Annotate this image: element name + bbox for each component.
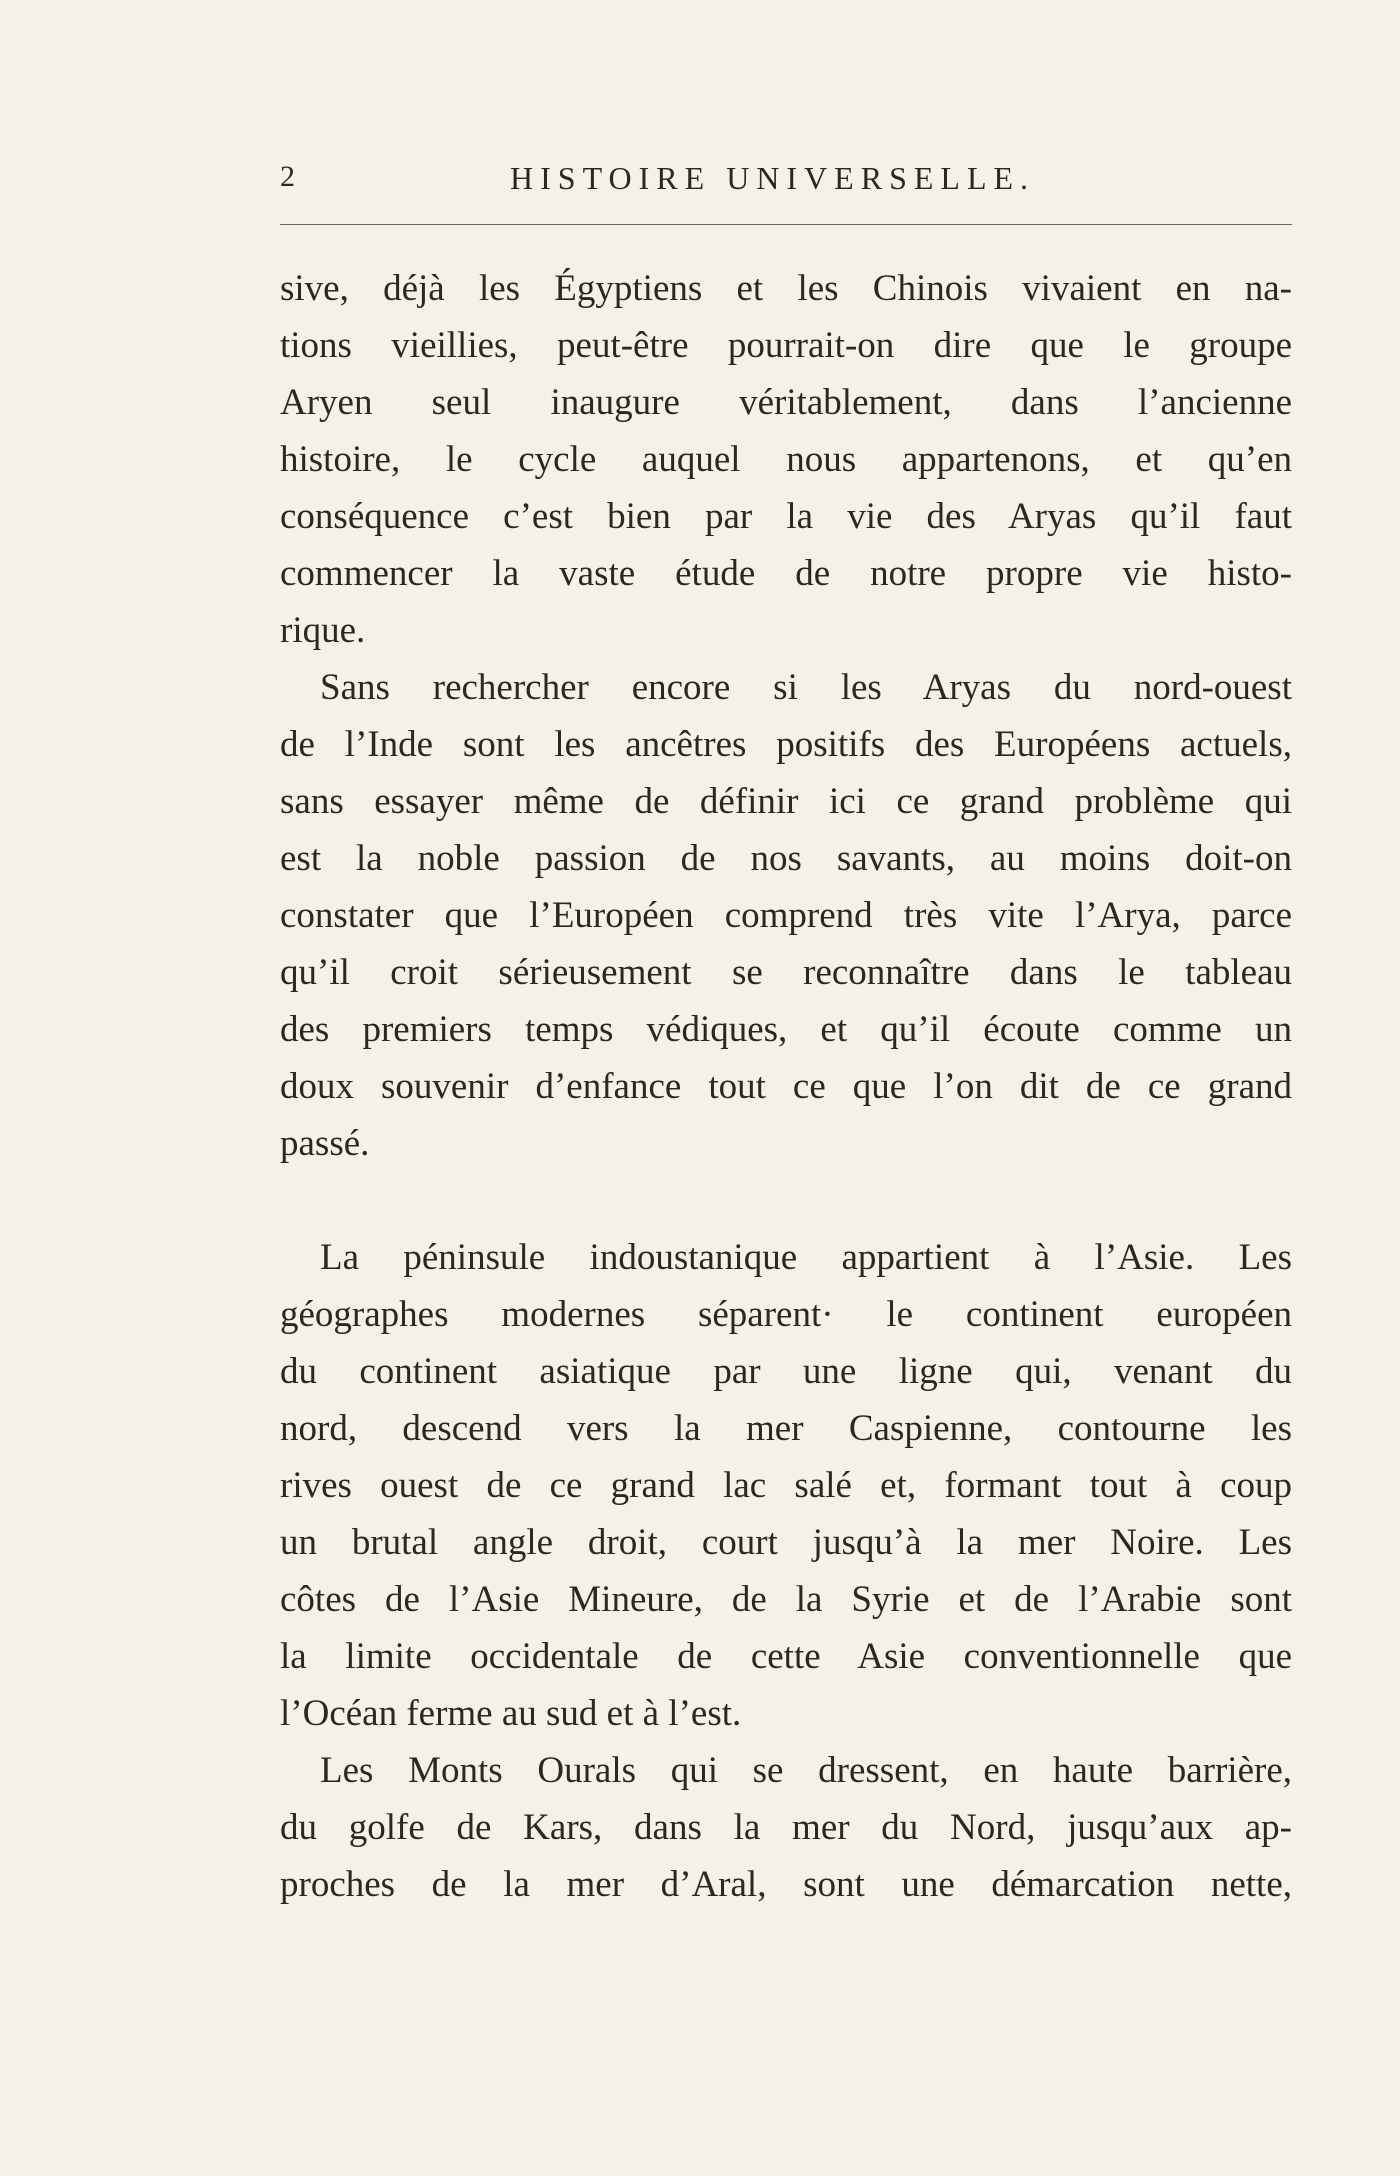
text-line: géographes modernes séparent· le continent européen <box>280 1294 1292 1335</box>
paragraph <box>280 659 1292 1172</box>
paragraph <box>280 260 1292 659</box>
text-line: l’Océan ferme au sud et à l’est. <box>280 1693 742 1734</box>
text-line: Les Monts Ourals qui se dressent, en haute barrière, <box>320 1750 1292 1791</box>
text-line: sive, déjà les Égyptiens et les Chinois vivaient en na- <box>280 268 1292 309</box>
text-line: sans essayer même de définir ici ce grand problème qui <box>280 781 1292 822</box>
paragraph <box>280 1742 1292 1913</box>
page-number: 2 <box>280 160 296 193</box>
text-line: rique. <box>280 610 366 651</box>
text-line: Aryen seul inaugure véritablement, dans l’ancienne <box>280 382 1292 423</box>
text-line: passé. <box>280 1123 370 1164</box>
body-text <box>280 260 1292 1913</box>
text-line: de l’Inde sont les ancêtres positifs des Européens actuels, <box>280 724 1292 765</box>
text-line: doux souvenir d’enfance tout ce que l’on dit de ce grand <box>280 1066 1292 1107</box>
text-line: commencer la vaste étude de notre propre vie histo- <box>280 553 1292 594</box>
text-line: rives ouest de ce grand lac salé et, formant tout à coup <box>280 1465 1292 1506</box>
text-line: histoire, le cycle auquel nous appartenons, et qu’en <box>280 439 1292 480</box>
text-line: la limite occidentale de cette Asie conventionnelle que <box>280 1636 1292 1677</box>
header-rule <box>280 224 1292 225</box>
section-break <box>280 1172 1292 1229</box>
text-line: conséquence c’est bien par la vie des Aryas qu’il faut <box>280 496 1292 537</box>
text-line: un brutal angle droit, court jusqu’à la mer Noire. Les <box>280 1522 1292 1563</box>
text-line: est la noble passion de nos savants, au moins doit-on <box>280 838 1292 879</box>
running-head <box>280 160 1292 210</box>
text-line: tions vieillies, peut-être pourrait-on dire que le groupe <box>280 325 1292 366</box>
text-line: côtes de l’Asie Mineure, de la Syrie et de l’Arabie sont <box>280 1579 1292 1620</box>
text-line: des premiers temps védiques, et qu’il écoute comme un <box>280 1009 1292 1050</box>
text-line: nord, descend vers la mer Caspienne, contourne les <box>280 1408 1292 1449</box>
paragraph <box>280 1229 1292 1742</box>
text-line: constater que l’Européen comprend très vite l’Arya, parce <box>280 895 1292 936</box>
text-line: La péninsule indoustanique appartient à l’Asie. Les <box>320 1237 1292 1278</box>
text-line: proches de la mer d’Aral, sont une démarcation nette, <box>280 1864 1292 1905</box>
text-line: du continent asiatique par une ligne qui, venant du <box>280 1351 1292 1392</box>
running-title: HISTOIRE UNIVERSELLE. <box>510 160 1036 196</box>
text-line: du golfe de Kars, dans la mer du Nord, jusqu’aux ap- <box>280 1807 1292 1848</box>
text-line: qu’il croit sérieusement se reconnaître dans le tableau <box>280 952 1292 993</box>
text-line: Sans rechercher encore si les Aryas du nord-ouest <box>320 667 1292 708</box>
